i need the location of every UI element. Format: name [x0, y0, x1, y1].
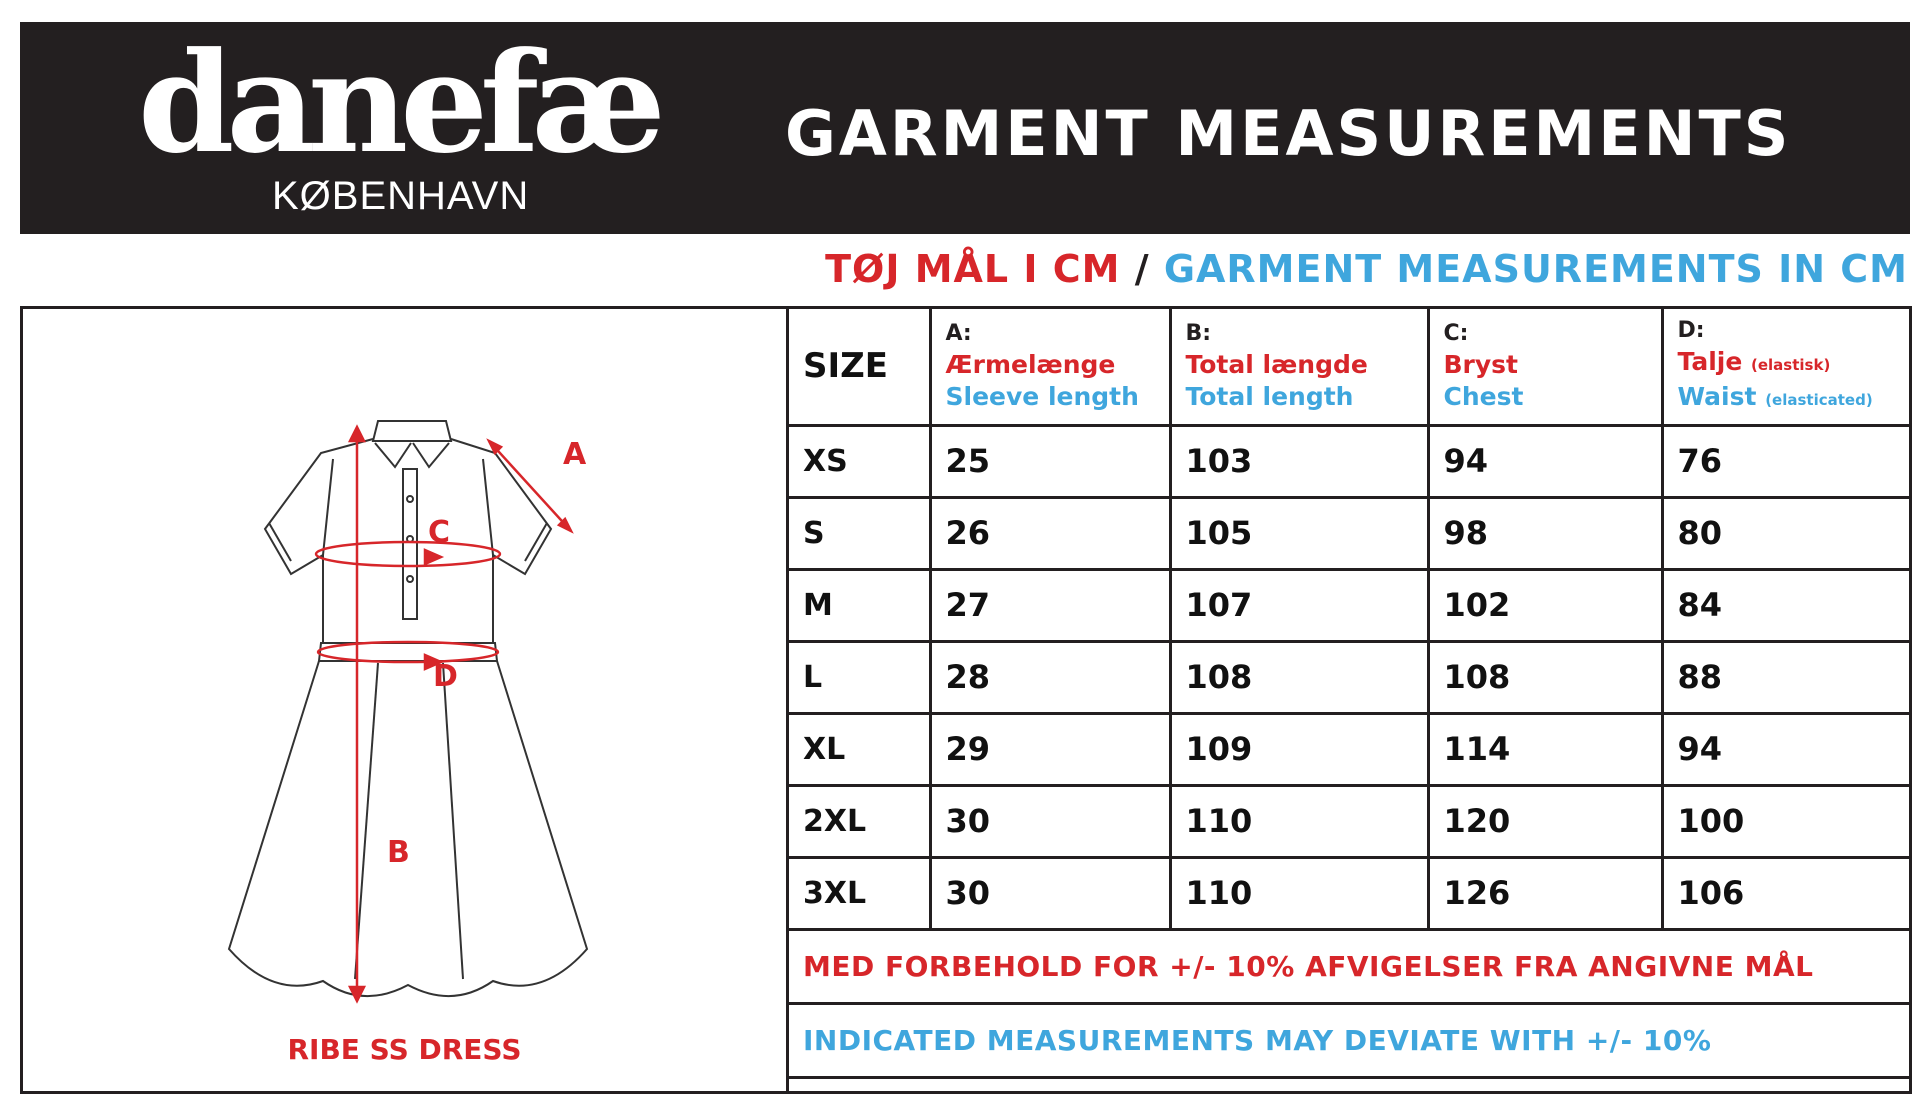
- label-b: B: [387, 835, 410, 870]
- value-cell-c: 120: [1428, 785, 1662, 857]
- subtitle-english: GARMENT MEASUREMENTS IN CM: [1163, 247, 1908, 291]
- value-cell-d: 100: [1662, 785, 1909, 857]
- column-header-b: [1170, 309, 1428, 425]
- table-row: [789, 425, 1909, 497]
- value-cell-b: 103: [1170, 425, 1428, 497]
- column-label-danish-text: Talje: [1677, 347, 1743, 377]
- subtitle-separator: /: [1134, 247, 1150, 291]
- table-row: [789, 713, 1909, 785]
- collar-outline: [373, 421, 451, 441]
- column-code: C:: [1443, 321, 1469, 347]
- value-cell-c: 108: [1428, 641, 1662, 713]
- size-cell: 3XL: [789, 857, 930, 929]
- value-cell-d: 106: [1662, 857, 1909, 929]
- column-label-danish: Total længde: [1185, 350, 1368, 380]
- value-cell-d: 80: [1662, 497, 1909, 569]
- column-label-danish: Ærmelænge: [945, 350, 1116, 380]
- table-header-row: [789, 309, 1909, 425]
- brand-location: KØBENHAVN: [272, 174, 530, 218]
- label-d: D: [433, 659, 458, 694]
- value-cell-a: 25: [930, 425, 1170, 497]
- value-cell-a: 29: [930, 713, 1170, 785]
- value-cell-b: 107: [1170, 569, 1428, 641]
- column-label-english: Chest: [1443, 382, 1524, 412]
- value-cell-b: 110: [1170, 785, 1428, 857]
- size-column-header: SIZE: [789, 309, 930, 425]
- garment-name: RIBE SS DRESS: [287, 1033, 522, 1066]
- measure-line-d: [318, 642, 498, 662]
- subtitle-danish: TØJ MÅL I CM: [825, 247, 1121, 291]
- column-header-c: [1428, 309, 1662, 425]
- value-cell-a: 30: [930, 857, 1170, 929]
- value-cell-b: 108: [1170, 641, 1428, 713]
- value-cell-a: 27: [930, 569, 1170, 641]
- brand-logo: danefæ: [138, 21, 658, 184]
- value-cell-b: 110: [1170, 857, 1428, 929]
- header-banner: [20, 22, 1910, 234]
- label-c: C: [428, 515, 451, 550]
- value-cell-d: 84: [1662, 569, 1909, 641]
- size-cell: L: [789, 641, 930, 713]
- measure-line-c: [316, 542, 500, 566]
- collar-points: [375, 443, 449, 467]
- column-label-english: Sleeve length: [945, 382, 1139, 412]
- column-code: A:: [945, 321, 972, 347]
- column-label-english-text: Waist: [1677, 382, 1757, 412]
- page-title: GARMENT MEASUREMENTS: [785, 97, 1792, 170]
- value-cell-a: 26: [930, 497, 1170, 569]
- value-cell-d: 88: [1662, 641, 1909, 713]
- value-cell-d: 94: [1662, 713, 1909, 785]
- size-cell: M: [789, 569, 930, 641]
- column-code: D:: [1677, 318, 1705, 344]
- table-row: [789, 857, 1909, 929]
- value-cell-c: 102: [1428, 569, 1662, 641]
- column-header-d: [1662, 309, 1909, 425]
- size-cell: XS: [789, 425, 930, 497]
- value-cell-a: 28: [930, 641, 1170, 713]
- value-cell-b: 109: [1170, 713, 1428, 785]
- table-row: [789, 569, 1909, 641]
- disclaimer-english: INDICATED MEASUREMENTS MAY DEVIATE WITH +/- 10%: [789, 1003, 1909, 1077]
- measure-line-a: [489, 441, 571, 531]
- size-cell: XL: [789, 713, 930, 785]
- size-cell: S: [789, 497, 930, 569]
- diagram-panel: [23, 309, 789, 1091]
- column-note-english: (elasticated): [1765, 391, 1873, 410]
- disclaimer-row-danish: [789, 929, 1909, 1003]
- dress-diagram: [23, 309, 786, 1029]
- value-cell-d: 76: [1662, 425, 1909, 497]
- measurement-table: [789, 309, 1909, 1079]
- column-label-english: Total length: [1185, 382, 1354, 412]
- column-note-danish: (elastisk): [1751, 356, 1831, 375]
- disclaimer-danish: MED FORBEHOLD FOR +/- 10% AFVIGELSER FRA ANGIVNE MÅL: [789, 929, 1909, 1003]
- column-code: B:: [1185, 321, 1212, 347]
- value-cell-a: 30: [930, 785, 1170, 857]
- measurement-frame: [20, 306, 1912, 1094]
- value-cell-c: 94: [1428, 425, 1662, 497]
- value-cell-c: 114: [1428, 713, 1662, 785]
- value-cell-b: 105: [1170, 497, 1428, 569]
- value-cell-c: 98: [1428, 497, 1662, 569]
- skirt-outline: [229, 661, 587, 996]
- units-subtitle: [825, 246, 1908, 292]
- disclaimer-row-english: [789, 1003, 1909, 1077]
- column-label-danish: Bryst: [1443, 350, 1519, 380]
- table-row: [789, 641, 1909, 713]
- column-header-a: [930, 309, 1170, 425]
- column-label-english: [1678, 381, 1910, 416]
- column-label-danish: [1678, 346, 1910, 381]
- size-cell: 2XL: [789, 785, 930, 857]
- value-cell-c: 126: [1428, 857, 1662, 929]
- label-a: A: [563, 437, 587, 472]
- table-row: [789, 497, 1909, 569]
- table-row: [789, 785, 1909, 857]
